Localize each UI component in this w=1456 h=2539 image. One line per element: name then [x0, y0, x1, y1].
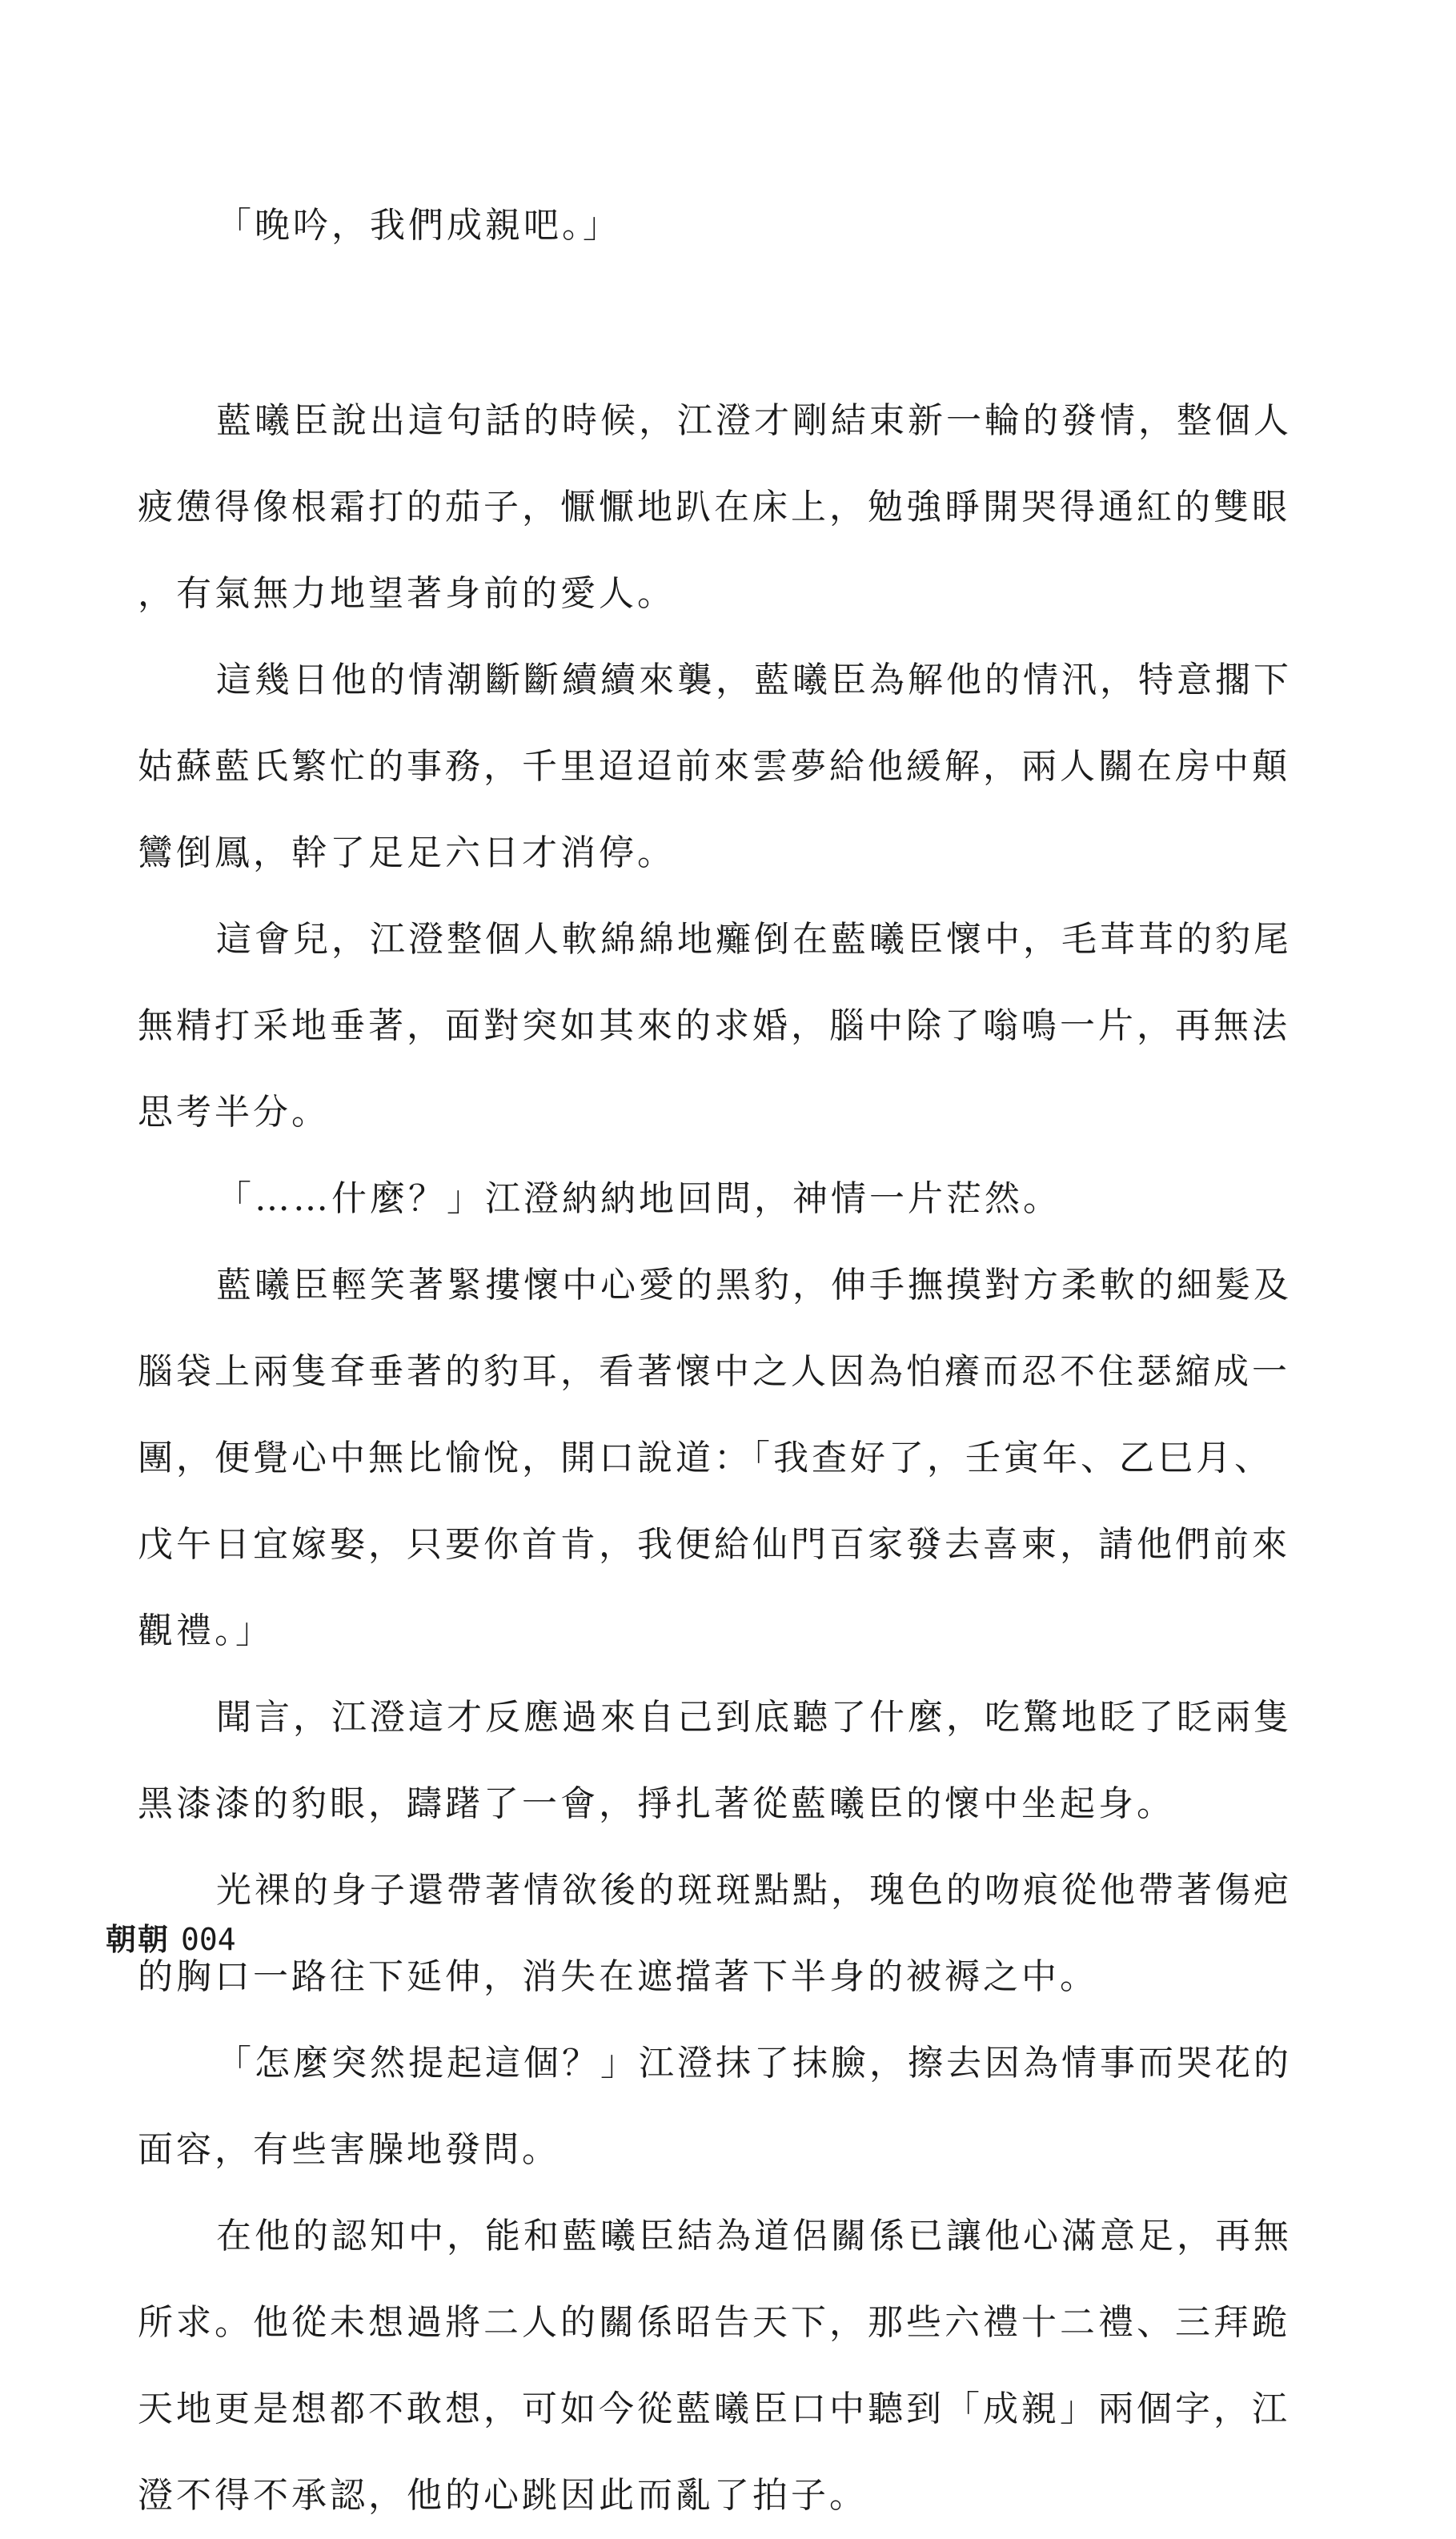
text-line: 思考半分。 — [138, 1092, 330, 1133]
text-line: 黑漆漆的豹眼，躊躇了一會，掙扎著從藍曦臣的懷中坐起身。 — [138, 1783, 1175, 1824]
text-line: 在他的認知中，能和藍曦臣結為道侶關係已讓他心滿意足，再無 — [216, 2216, 1292, 2256]
text-line: 的胸口一路往下延伸，消失在遮擋著下半身的被褥之中。 — [138, 1956, 1098, 1997]
text-line: 無精打采地垂著，面對突如其來的求婚，腦中除了嗡鳴一片，再無法 — [138, 1005, 1290, 1046]
paragraph-gap — [138, 269, 1330, 378]
text-line: 所求。他從未想過將二人的關係昭告天下，那些六禮十二禮、三拜跪 — [138, 2302, 1290, 2343]
text-line: 這會兒，江澄整個人軟綿綿地癱倒在藍曦臣懷中，毛茸茸的豹尾 — [216, 919, 1292, 960]
page-footer — [106, 1919, 236, 1959]
text-line: 面容，有些害臊地發問。 — [138, 2129, 560, 2170]
text-line: 天地更是想都不敢想，可如今從藍曦臣口中聽到「成親」兩個字，江 — [138, 2389, 1290, 2429]
text-line: 戊午日宜嫁娶，只要你首肯，我便給仙門百家發去喜柬，請他們前來 — [138, 1524, 1290, 1565]
text-line: 澄不得不承認，他的心跳因此而亂了拍子。 — [138, 2475, 868, 2516]
text-line: 鸞倒鳳，幹了足足六日才消停。 — [138, 832, 676, 873]
text-line: 光裸的身子還帶著情欲後的斑斑點點，瑰色的吻痕從他帶著傷疤 — [216, 1870, 1292, 1911]
book-title: 朝朝 — [106, 1922, 170, 1957]
text-line: 「怎麼突然提起這個？」江澄抹了抹臉，擦去因為情事而哭花的 — [216, 2043, 1292, 2084]
page-number: 004 — [181, 1922, 236, 1957]
text-line: 「晚吟，我們成親吧。」 — [216, 205, 621, 246]
body-text — [138, 183, 1330, 2539]
text-line: 「……什麼？」江澄納納地回問，神情一片茫然。 — [216, 1178, 1061, 1219]
text-line: 姑蘇藍氏繁忙的事務，千里迢迢前來雲夢給他緩解，兩人關在房中顛 — [138, 746, 1290, 787]
text-line: 觀禮。」 — [138, 1610, 274, 1651]
text-line: 聞言，江澄這才反應過來自己到底聽了什麼，吃驚地眨了眨兩隻 — [216, 1697, 1292, 1738]
text-line: 疲憊得像根霜打的茄子，懨懨地趴在床上，勉強睜開哭得通紅的雙眼 — [138, 487, 1290, 527]
text-line: 藍曦臣輕笑著緊摟懷中心愛的黑豹，伸手撫摸對方柔軟的細髮及 — [216, 1265, 1292, 1306]
text-line: ，有氣無力地望著身前的愛人。 — [138, 573, 676, 614]
text-line: 這幾日他的情潮斷斷續續來襲，藍曦臣為解他的情汛，特意擱下 — [216, 660, 1292, 700]
text-line: 藍曦臣說出這句話的時候，江澄才剛結束新一輪的發情，整個人 — [216, 400, 1292, 441]
text-line: 團，便覺心中無比愉悅，開口說道：「我查好了，壬寅年、乙巳月、 — [138, 1438, 1273, 1478]
text-line: 腦袋上兩隻耷垂著的豹耳，看著懷中之人因為怕癢而忍不住瑟縮成一 — [138, 1351, 1290, 1392]
